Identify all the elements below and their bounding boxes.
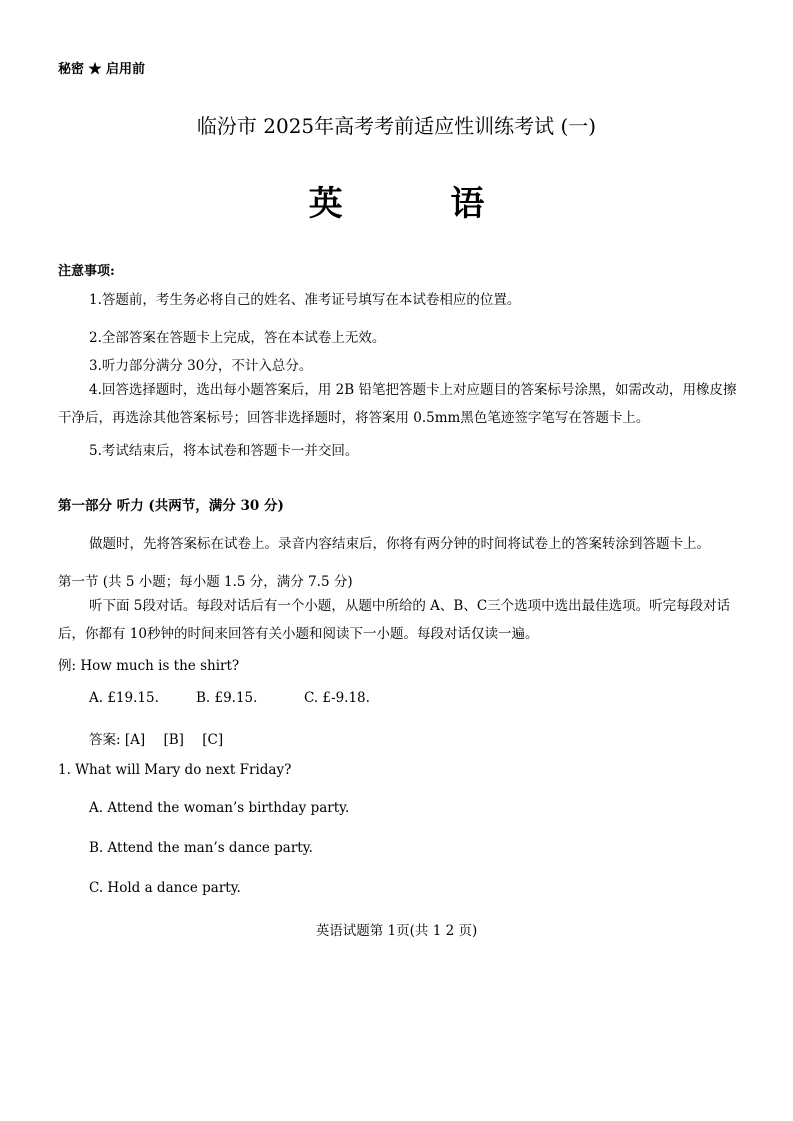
example-option-a: A. £19.15. xyxy=(89,690,159,706)
question-1-stem: 1. What will Mary do next Friday? xyxy=(58,762,292,778)
example-option-b: B. £9.15. xyxy=(196,690,258,706)
answer-box-a: [A] xyxy=(124,732,146,748)
confidential-label: 秘密 ★ 启用前 xyxy=(58,62,146,77)
notice-heading: 注意事项: xyxy=(58,264,115,279)
answer-label: 答案: xyxy=(89,732,121,748)
notice-item-3: 3.听力部分满分 30分，不计入总分。 xyxy=(89,358,313,374)
notice-item-1: 1.答题前，考生务必将自己的姓名、准考证号填写在本试卷相应的位置。 xyxy=(89,292,521,308)
notice-item-2: 2.全部答案在答题卡上完成，答在本试卷上无效。 xyxy=(89,330,386,346)
section1-instruction: 听下面 5段对话。每段对话后有一个小题，从题中所给的 A、B、C三个选项中选出最佳选项。听完每段对话后，你都有 10秒钟的时间来回答有关小题和阅读下一小题。每段对话仅读一遍。 xyxy=(58,598,731,642)
answer-box-b: [B] xyxy=(163,732,184,748)
subject-title: 英 语 xyxy=(308,184,533,224)
answer-box-c: [C] xyxy=(202,732,224,748)
page-footer: 英语试题第 1页(共 1 2 页) xyxy=(315,923,478,939)
notice-item-4: 4.回答选择题时，选出每小题答案后，用 2B 铅笔把答题卡上对应题目的答案标号涂黑，如需改动，用橡皮擦干净后，再选涂其他答案标号；回答非选择题时，将答案用 0.5mm黑色笔迹签字笔写在答题卡上。 xyxy=(58,382,737,426)
example-option-c: C. £-9.18. xyxy=(304,690,370,706)
example-question: 例: How much is the shirt? xyxy=(58,658,240,674)
part1-heading: 第一部分 听力 (共两节，满分 30 分) xyxy=(58,498,284,514)
question-1-option-a: A. Attend the woman’s birthday party. xyxy=(89,800,350,816)
exam-title: 临汾市 2025年高考考前适应性训练考试 (一) xyxy=(196,114,597,138)
section1-heading: 第一节 (共 5 小题；每小题 1.5 分，满分 7.5 分) xyxy=(58,574,353,590)
notice-item-5: 5.考试结束后，将本试卷和答题卡一并交回。 xyxy=(89,443,359,459)
part1-instruction: 做题时，先将答案标在试卷上。录音内容结束后，你将有两分钟的时间将试卷上的答案转涂到答题卡上。 xyxy=(89,536,710,552)
question-1-option-b: B. Attend the man’s dance party. xyxy=(89,840,313,856)
example-answer xyxy=(89,728,237,748)
question-1-option-c: C. Hold a dance party. xyxy=(89,880,241,896)
